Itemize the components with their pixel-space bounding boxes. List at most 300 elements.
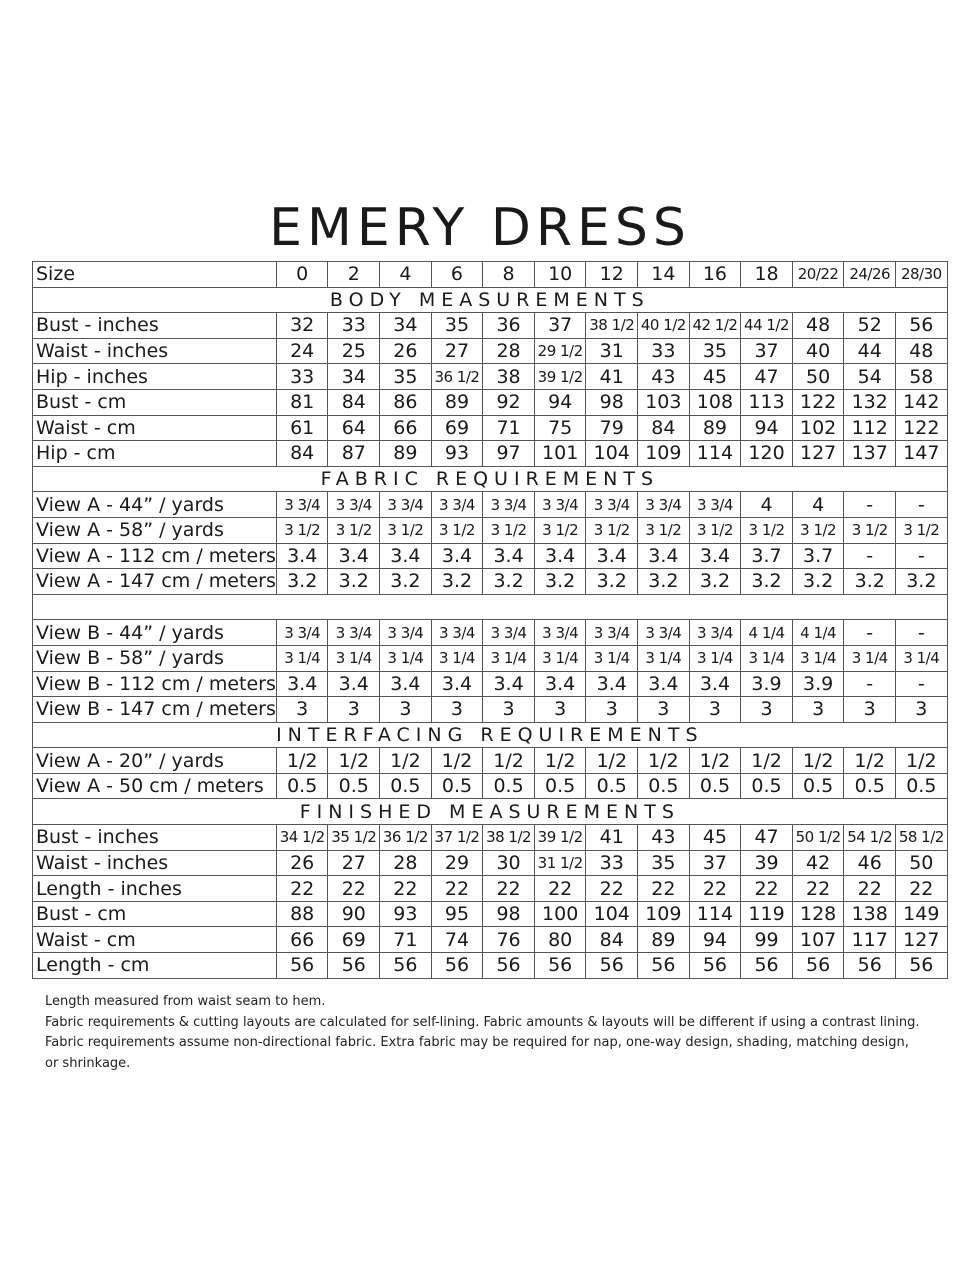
table-cell: 31: [586, 338, 638, 364]
table-cell: 3.9: [741, 671, 793, 697]
table-cell: 22: [741, 876, 793, 902]
table-cell: 37: [741, 338, 793, 364]
table-cell: 33: [586, 850, 638, 876]
table-cell: 3.4: [689, 543, 741, 569]
table-cell: 22: [276, 876, 328, 902]
table-cell: 120: [741, 441, 793, 467]
table-cell: 87: [328, 441, 380, 467]
table-cell: 89: [638, 927, 690, 953]
table-cell: 104: [586, 901, 638, 927]
table-cell: 3: [483, 697, 535, 723]
table-cell: 56: [844, 953, 896, 979]
table-cell: 86: [380, 389, 432, 415]
table-cell: 1/2: [431, 748, 483, 774]
row-label: Length - cm: [33, 953, 277, 979]
table-cell: 0.5: [483, 773, 535, 799]
table-cell: 117: [844, 927, 896, 953]
table-cell: 3 1/2: [792, 517, 844, 543]
table-cell: 43: [638, 825, 690, 851]
table-cell: 22: [328, 876, 380, 902]
table-cell: 3 1/2: [638, 517, 690, 543]
table-cell: 22: [431, 876, 483, 902]
table-cell: 0.5: [844, 773, 896, 799]
table-cell: 3 3/4: [586, 492, 638, 518]
table-cell: 56: [534, 953, 586, 979]
table-row: [33, 773, 948, 799]
table-cell: 132: [844, 389, 896, 415]
table-cell: 94: [534, 389, 586, 415]
table-cell: 3 1/2: [896, 517, 948, 543]
table-cell: 128: [792, 901, 844, 927]
table-cell: 47: [741, 825, 793, 851]
table-cell: 3: [586, 697, 638, 723]
table-cell: 98: [483, 901, 535, 927]
table-cell: 3.2: [431, 569, 483, 595]
table-cell: 109: [638, 901, 690, 927]
table-cell: 98: [586, 389, 638, 415]
table-row: [33, 492, 948, 518]
table-cell: 3.2: [896, 569, 948, 595]
size-column-header: 6: [431, 262, 483, 288]
table-cell: 3.9: [792, 671, 844, 697]
table-cell: 29 1/2: [534, 338, 586, 364]
table-cell: 4: [792, 492, 844, 518]
table-cell: 48: [792, 313, 844, 339]
table-cell: 3: [534, 697, 586, 723]
table-cell: 4 1/4: [741, 620, 793, 646]
table-row: [33, 825, 948, 851]
table-cell: 0.5: [741, 773, 793, 799]
table-cell: 36 1/2: [380, 825, 432, 851]
table-cell: 3.4: [586, 543, 638, 569]
table-cell: 84: [276, 441, 328, 467]
table-cell: 3 1/4: [689, 645, 741, 671]
table-cell: 3 1/2: [844, 517, 896, 543]
table-cell: 47: [741, 364, 793, 390]
row-label: Bust - cm: [33, 901, 277, 927]
table-cell: 48: [896, 338, 948, 364]
table-cell: 3 1/4: [534, 645, 586, 671]
table-cell: 0.5: [896, 773, 948, 799]
table-cell: 3.2: [844, 569, 896, 595]
table-cell: 3.4: [586, 671, 638, 697]
spacer-cell: [33, 594, 948, 620]
size-column-header: 12: [586, 262, 638, 288]
table-cell: 56: [431, 953, 483, 979]
table-cell: 89: [380, 441, 432, 467]
row-label: View A - 58” / yards: [33, 517, 277, 543]
size-column-header: 14: [638, 262, 690, 288]
row-label: Bust - inches: [33, 313, 277, 339]
table-cell: 3.7: [792, 543, 844, 569]
row-label: Length - inches: [33, 876, 277, 902]
table-cell: 3.4: [431, 543, 483, 569]
note-length: Length measured from waist seam to hem.: [45, 994, 326, 1009]
table-cell: 22: [792, 876, 844, 902]
table-row: [33, 927, 948, 953]
row-label: View A - 20” / yards: [33, 748, 277, 774]
table-cell: 44: [844, 338, 896, 364]
table-cell: -: [844, 543, 896, 569]
table-cell: 37: [689, 850, 741, 876]
table-row: [33, 569, 948, 595]
table-cell: 81: [276, 389, 328, 415]
table-cell: 3 3/4: [328, 492, 380, 518]
size-column-header: 0: [276, 262, 328, 288]
row-label: View A - 112 cm / meters: [33, 543, 277, 569]
table-cell: 3: [741, 697, 793, 723]
table-cell: 45: [689, 364, 741, 390]
table-cell: 37 1/2: [431, 825, 483, 851]
table-cell: 3: [792, 697, 844, 723]
table-row: [33, 645, 948, 671]
table-cell: 35: [638, 850, 690, 876]
table-cell: 27: [328, 850, 380, 876]
size-column-header: 20/22: [792, 262, 844, 288]
table-cell: 80: [534, 927, 586, 953]
table-cell: 1/2: [638, 748, 690, 774]
table-cell: 3.4: [534, 543, 586, 569]
section-row: [33, 799, 948, 825]
table-cell: 43: [638, 364, 690, 390]
table-cell: 3.2: [586, 569, 638, 595]
table-row: [33, 748, 948, 774]
row-label: Bust - inches: [33, 825, 277, 851]
table-cell: 137: [844, 441, 896, 467]
table-cell: 113: [741, 389, 793, 415]
table-cell: 33: [276, 364, 328, 390]
table-cell: 38 1/2: [586, 313, 638, 339]
table-cell: 3 3/4: [276, 620, 328, 646]
table-cell: 147: [896, 441, 948, 467]
section-row: [33, 466, 948, 492]
row-label: View B - 112 cm / meters: [33, 671, 277, 697]
row-label: Waist - cm: [33, 415, 277, 441]
table-row: [33, 850, 948, 876]
size-column-header: 18: [741, 262, 793, 288]
table-cell: 101: [534, 441, 586, 467]
table-cell: 26: [380, 338, 432, 364]
table-cell: 3.4: [380, 671, 432, 697]
table-cell: 3.4: [689, 671, 741, 697]
section-heading: FABRIC REQUIREMENTS: [33, 466, 948, 492]
table-cell: 3 3/4: [431, 620, 483, 646]
table-cell: 33: [328, 313, 380, 339]
row-label: View B - 147 cm / meters: [33, 697, 277, 723]
table-cell: 84: [328, 389, 380, 415]
table-cell: 56: [328, 953, 380, 979]
table-cell: 3 1/2: [586, 517, 638, 543]
table-cell: 3 3/4: [689, 620, 741, 646]
size-column-header: 24/26: [844, 262, 896, 288]
table-cell: 3.4: [534, 671, 586, 697]
table-cell: 3.2: [741, 569, 793, 595]
table-cell: 3 1/2: [741, 517, 793, 543]
table-cell: 3 1/2: [483, 517, 535, 543]
table-cell: 39 1/2: [534, 364, 586, 390]
table-cell: 1/2: [689, 748, 741, 774]
table-cell: 122: [896, 415, 948, 441]
table-cell: 99: [741, 927, 793, 953]
table-cell: 69: [431, 415, 483, 441]
table-cell: 56: [792, 953, 844, 979]
table-row: [33, 338, 948, 364]
table-cell: 3 1/2: [328, 517, 380, 543]
table-cell: 0.5: [276, 773, 328, 799]
table-row: [33, 517, 948, 543]
table-cell: 0.5: [689, 773, 741, 799]
table-cell: 42 1/2: [689, 313, 741, 339]
size-column-header: 28/30: [896, 262, 948, 288]
table-cell: 93: [431, 441, 483, 467]
table-cell: 22: [534, 876, 586, 902]
table-cell: 3: [896, 697, 948, 723]
table-cell: 58 1/2: [896, 825, 948, 851]
table-cell: 30: [483, 850, 535, 876]
table-cell: -: [896, 543, 948, 569]
table-cell: 93: [380, 901, 432, 927]
table-cell: 61: [276, 415, 328, 441]
table-cell: 40 1/2: [638, 313, 690, 339]
table-cell: 71: [380, 927, 432, 953]
table-cell: 3.4: [328, 543, 380, 569]
page-title: EMERY DRESS: [269, 198, 691, 258]
table-cell: 3.7: [741, 543, 793, 569]
table-cell: 3: [638, 697, 690, 723]
table-cell: 64: [328, 415, 380, 441]
table-cell: 3.2: [380, 569, 432, 595]
spacer-row: [33, 594, 948, 620]
table-cell: 1/2: [896, 748, 948, 774]
table-cell: 3 1/4: [792, 645, 844, 671]
table-cell: 22: [638, 876, 690, 902]
table-cell: 3 1/2: [276, 517, 328, 543]
table-cell: 1/2: [328, 748, 380, 774]
table-cell: 35 1/2: [328, 825, 380, 851]
table-cell: 3: [328, 697, 380, 723]
table-cell: 127: [792, 441, 844, 467]
table-cell: 3 3/4: [431, 492, 483, 518]
table-cell: 50 1/2: [792, 825, 844, 851]
table-row: [33, 441, 948, 467]
table-cell: 3: [380, 697, 432, 723]
table-cell: 66: [380, 415, 432, 441]
section-heading: FINISHED MEASUREMENTS: [33, 799, 948, 825]
table-row: [33, 389, 948, 415]
table-cell: 114: [689, 901, 741, 927]
table-cell: 56: [380, 953, 432, 979]
table-cell: 37: [534, 313, 586, 339]
row-label: View A - 147 cm / meters: [33, 569, 277, 595]
table-cell: 3.2: [689, 569, 741, 595]
table-cell: 22: [380, 876, 432, 902]
table-cell: 92: [483, 389, 535, 415]
table-cell: 3.4: [638, 543, 690, 569]
table-cell: 4: [741, 492, 793, 518]
table-cell: 104: [586, 441, 638, 467]
section-row: [33, 722, 948, 748]
table-cell: -: [844, 492, 896, 518]
table-cell: 54: [844, 364, 896, 390]
table-cell: 34: [380, 313, 432, 339]
table-cell: 109: [638, 441, 690, 467]
table-cell: 3: [276, 697, 328, 723]
size-column-header: 16: [689, 262, 741, 288]
table-cell: 56: [586, 953, 638, 979]
table-cell: 27: [431, 338, 483, 364]
table-cell: 3.2: [328, 569, 380, 595]
table-cell: 52: [844, 313, 896, 339]
table-cell: 3 1/4: [276, 645, 328, 671]
table-cell: 122: [792, 389, 844, 415]
table-cell: 3.2: [638, 569, 690, 595]
table-cell: 3.4: [638, 671, 690, 697]
table-cell: 3: [844, 697, 896, 723]
table-cell: 66: [276, 927, 328, 953]
table-cell: 3 3/4: [483, 492, 535, 518]
table-cell: 1/2: [586, 748, 638, 774]
table-cell: 33: [638, 338, 690, 364]
table-cell: 114: [689, 441, 741, 467]
table-cell: 95: [431, 901, 483, 927]
table-cell: 84: [638, 415, 690, 441]
table-cell: 34: [328, 364, 380, 390]
table-cell: 3 3/4: [483, 620, 535, 646]
table-cell: 1/2: [534, 748, 586, 774]
row-label: Bust - cm: [33, 389, 277, 415]
table-row: [33, 953, 948, 979]
table-cell: 97: [483, 441, 535, 467]
table-cell: 25: [328, 338, 380, 364]
table-cell: 3 3/4: [276, 492, 328, 518]
table-cell: 79: [586, 415, 638, 441]
table-cell: 0.5: [792, 773, 844, 799]
table-cell: 138: [844, 901, 896, 927]
size-column-header: 8: [483, 262, 535, 288]
table-cell: 100: [534, 901, 586, 927]
table-cell: 3 3/4: [689, 492, 741, 518]
table-cell: 3.2: [534, 569, 586, 595]
table-cell: 3.4: [276, 671, 328, 697]
table-cell: 75: [534, 415, 586, 441]
table-cell: 36 1/2: [431, 364, 483, 390]
table-cell: 0.5: [431, 773, 483, 799]
table-row: [33, 364, 948, 390]
table-cell: 42: [792, 850, 844, 876]
table-cell: 107: [792, 927, 844, 953]
table-cell: -: [844, 620, 896, 646]
table-cell: 41: [586, 825, 638, 851]
table-cell: 3 1/2: [380, 517, 432, 543]
table-cell: 56: [638, 953, 690, 979]
table-cell: 3.4: [276, 543, 328, 569]
section-row: [33, 287, 948, 313]
table-cell: 34 1/2: [276, 825, 328, 851]
table-cell: 88: [276, 901, 328, 927]
table-cell: 3: [689, 697, 741, 723]
row-label: Waist - cm: [33, 927, 277, 953]
row-label: View B - 58” / yards: [33, 645, 277, 671]
table-row: [33, 620, 948, 646]
table-cell: 0.5: [380, 773, 432, 799]
table-cell: 149: [896, 901, 948, 927]
table-cell: -: [896, 671, 948, 697]
table-cell: 29: [431, 850, 483, 876]
table-row: [33, 415, 948, 441]
row-label: View A - 50 cm / meters: [33, 773, 277, 799]
table-cell: 0.5: [586, 773, 638, 799]
table-cell: 3.4: [483, 671, 535, 697]
table-cell: 3 1/4: [741, 645, 793, 671]
table-cell: 3 1/4: [638, 645, 690, 671]
table-cell: 71: [483, 415, 535, 441]
table-cell: 22: [586, 876, 638, 902]
size-chart-table: [32, 261, 948, 979]
table-cell: 58: [896, 364, 948, 390]
table-cell: 56: [896, 953, 948, 979]
table-row: [33, 543, 948, 569]
table-cell: 119: [741, 901, 793, 927]
table-cell: 22: [689, 876, 741, 902]
section-heading: BODY MEASUREMENTS: [33, 287, 948, 313]
table-cell: 3.4: [483, 543, 535, 569]
table-cell: 50: [896, 850, 948, 876]
table-cell: 3 1/2: [431, 517, 483, 543]
table-cell: 32: [276, 313, 328, 339]
table-cell: 31 1/2: [534, 850, 586, 876]
size-column-header: 4: [380, 262, 432, 288]
table-cell: 22: [844, 876, 896, 902]
table-cell: 38 1/2: [483, 825, 535, 851]
table-cell: 4 1/4: [792, 620, 844, 646]
table-cell: 3 1/4: [896, 645, 948, 671]
table-cell: 38: [483, 364, 535, 390]
table-cell: 1/2: [483, 748, 535, 774]
table-cell: 24: [276, 338, 328, 364]
table-row: [33, 671, 948, 697]
table-cell: 1/2: [276, 748, 328, 774]
table-cell: 54 1/2: [844, 825, 896, 851]
table-cell: 103: [638, 389, 690, 415]
table-cell: 108: [689, 389, 741, 415]
table-cell: 76: [483, 927, 535, 953]
table-cell: 3 1/4: [483, 645, 535, 671]
table-cell: 22: [483, 876, 535, 902]
table-cell: 0.5: [328, 773, 380, 799]
table-cell: 28: [380, 850, 432, 876]
table-cell: 74: [431, 927, 483, 953]
table-cell: 0.5: [638, 773, 690, 799]
table-cell: 35: [380, 364, 432, 390]
table-cell: 39 1/2: [534, 825, 586, 851]
table-cell: 3 3/4: [328, 620, 380, 646]
table-cell: 3 3/4: [534, 620, 586, 646]
table-cell: 1/2: [792, 748, 844, 774]
table-cell: 1/2: [844, 748, 896, 774]
table-cell: 3.2: [792, 569, 844, 595]
table-cell: 3.2: [483, 569, 535, 595]
table-cell: 41: [586, 364, 638, 390]
table-cell: 3.4: [328, 671, 380, 697]
note-self-lining: Fabric requirements & cutting layouts are calculated for self-lining. Fabric amounts & layouts will be different if using a contrast lining.: [45, 1014, 920, 1030]
table-cell: 127: [896, 927, 948, 953]
table-cell: 3 1/4: [328, 645, 380, 671]
table-cell: 3 3/4: [586, 620, 638, 646]
table-cell: 3 3/4: [638, 620, 690, 646]
table-cell: 94: [741, 415, 793, 441]
section-heading: INTERFACING REQUIREMENTS: [33, 722, 948, 748]
table-row: [33, 901, 948, 927]
